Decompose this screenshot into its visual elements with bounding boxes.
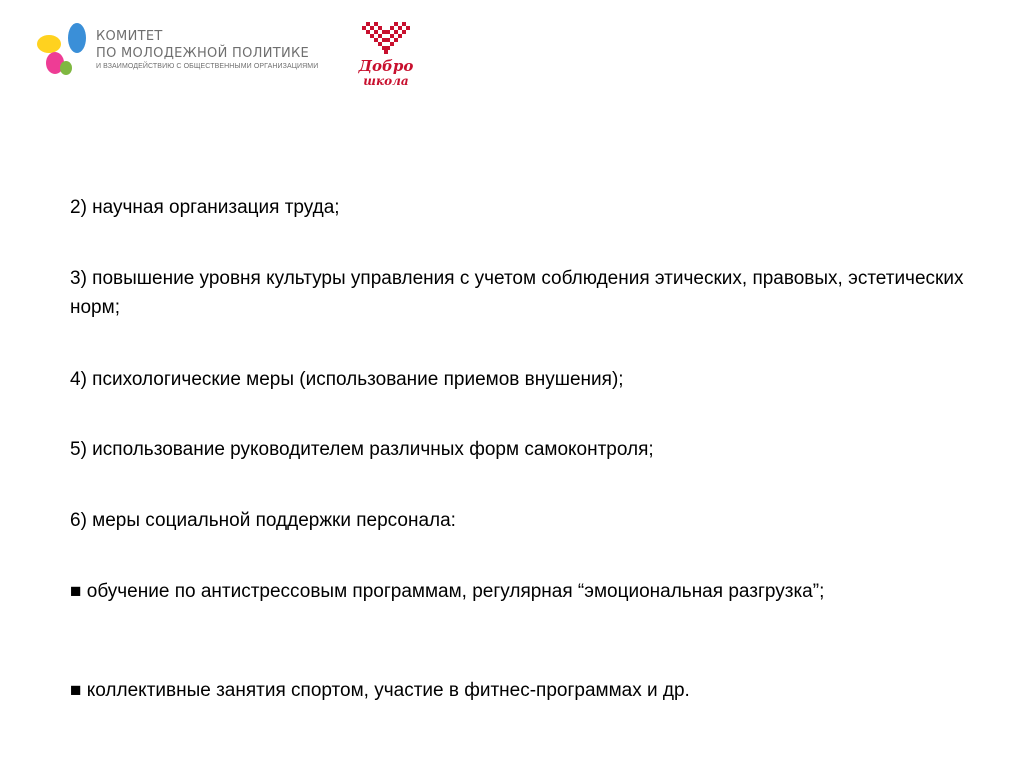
dobro-logo-word: Добро (358, 57, 414, 75)
list-item-sports-activities: ■ коллективные занятия спортом, участие в фитнес-программах и др. (70, 680, 690, 701)
list-item-scientific-organization: 2) научная организация труда; (70, 197, 340, 218)
colored-petals-logo-icon (36, 22, 94, 78)
committee-logo-line3: И ВЗАИМОДЕЙСТВИЮ С ОБЩЕСТВЕННЫМИ ОРГАНИЗАЦИЯМИ (96, 63, 319, 70)
school-logo-word: школа (363, 74, 409, 88)
list-item-anti-stress-training: ■ обучение по антистрессовым программам, регулярная “эмоциональная разгрузка”; (70, 581, 825, 602)
list-item-self-control-forms: 5) использование руководителем различных форм самоконтроля; (70, 439, 654, 460)
dobro-school-logo (356, 20, 416, 92)
committee-logo (36, 22, 319, 82)
slide-header (0, 0, 1024, 110)
list-item-management-culture: 3) повышение уровня культуры управления с учетом соблюдения этических, правовых, эстетических норм; (70, 268, 964, 318)
committee-logo-text (96, 28, 318, 72)
committee-logo-line2: ПО МОЛОДЕЖНОЙ ПОЛИТИКЕ (96, 46, 310, 61)
pixel-heart-icon (362, 20, 410, 56)
list-item-psychological-measures: 4) психологические меры (использование приемов внушения); (70, 369, 624, 390)
list-item-social-support: 6) меры социальной поддержки персонала: (70, 510, 456, 531)
dobro-school-logo-text (356, 58, 416, 88)
committee-logo-line1: КОМИТЕТ (96, 29, 163, 44)
